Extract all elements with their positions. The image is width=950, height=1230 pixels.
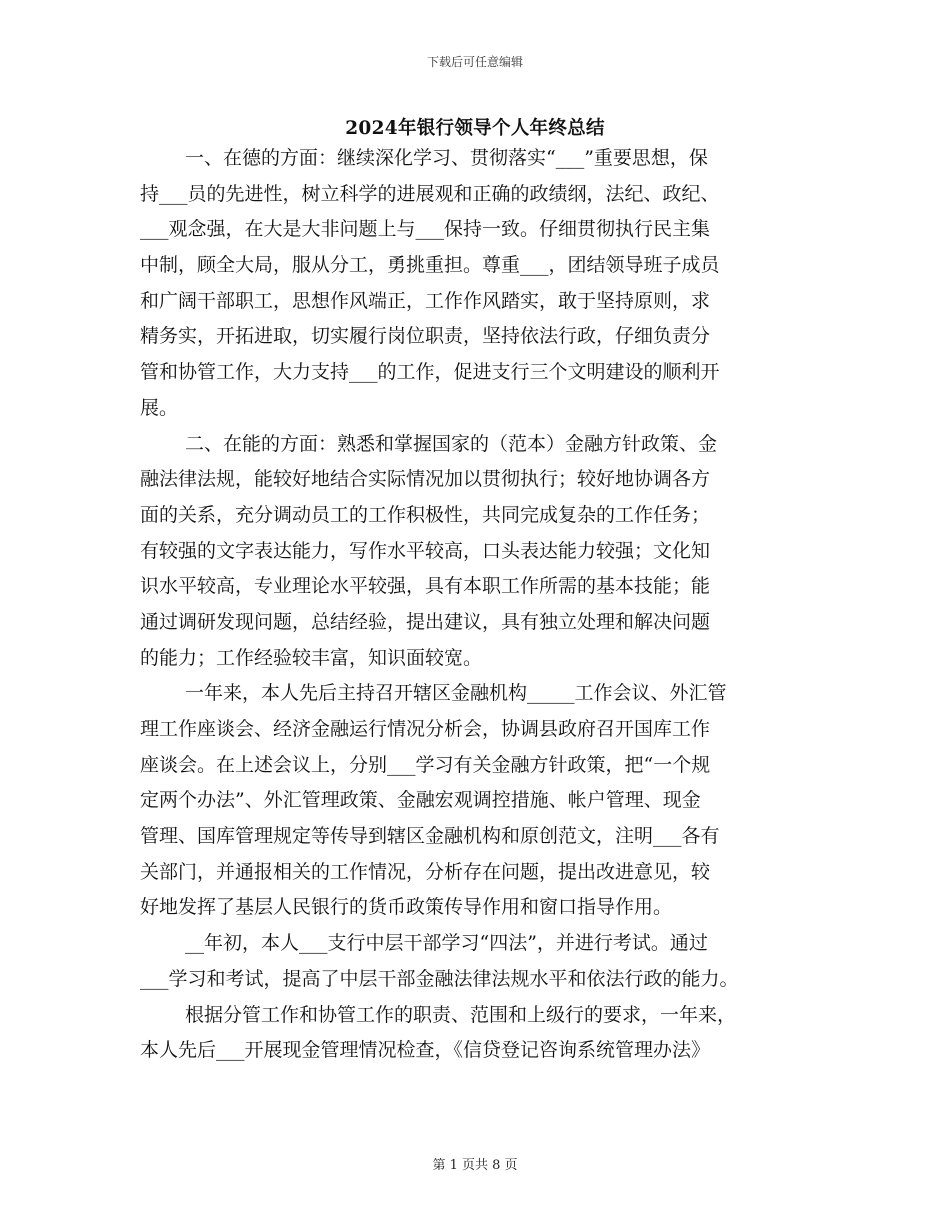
text-line: ___学习和考试，提高了中层干部金融法律法规水平和依法行政的能力。	[140, 967, 739, 990]
text-line: 融法律法规，能较好地结合实际情况加以贯彻执行；较好地协调各方	[140, 468, 711, 491]
document-title: 2024年银行领导个人年终总结	[345, 118, 605, 139]
text-line: 定两个办法”、外汇管理政策、金融宏观调控措施、帐户管理、现金	[140, 789, 701, 812]
text-line: 面的关系，充分调动员工的工作积极性，共同完成复杂的工作任务；	[140, 503, 711, 526]
text-line: 二、在能的方面：熟悉和掌握国家的（范本）金融方针政策、金	[185, 432, 718, 455]
text-line: 有较强的文字表达能力，写作水平较高，口头表达能力较强；文化知	[140, 539, 711, 562]
text-line: 的能力；工作经验较丰富，知识面较宽。	[140, 646, 483, 669]
text-line: 根据分管工作和协管工作的职责、范围和上级行的要求，一年来，	[185, 1003, 737, 1026]
text-line: 识水平较高，专业理论水平较强，具有本职工作所需的基本技能；能	[140, 575, 711, 598]
text-line: 一、在德的方面：继续深化学习、贯彻落实“___”重要思想，保	[185, 147, 708, 169]
text-line: 好地发挥了基层人民银行的货币政策传导作用和窗口指导作用。	[140, 896, 673, 919]
page-number: 第 1 页共 8 页	[432, 1158, 518, 1173]
text-line: 通过调研发现问题，总结经验，提出建议，具有独立处理和解决问题	[140, 610, 711, 633]
text-line: 座谈会。在上述会议上，分别___学习有关金融方针政策，把“一个规	[140, 753, 711, 776]
text-line: 管理、国库管理规定等传导到辖区金融机构和原创范文，注明___各有	[140, 825, 720, 848]
text-line: 理工作座谈会、经济金融运行情况分析会，协调县政府召开国库工作	[140, 718, 711, 740]
text-line: 精务实，开拓进取，切实履行岗位职责，坚持依法行政，仔细负责分	[140, 325, 711, 348]
text-line: 一年来，本人先后主持召开辖区金融机构_____工作会议、外汇管	[185, 682, 727, 705]
text-line: 中制，顾全大局，服从分工，勇挑重担。尊重___，团结领导班子成员	[140, 254, 720, 277]
text-line: __年初，本人___支行中层干部学习“四法”，并进行考试。通过	[185, 932, 708, 955]
document-body	[140, 141, 810, 1069]
text-line: 和广阔干部职工，思想作风端正，工作作风踏实，敢于坚持原则，求	[140, 289, 711, 312]
text-line: 持___员的先进性，树立科学的进展观和正确的政绩纲，法纪、政纪、	[140, 182, 720, 205]
text-line: 管和协管工作，大力支持___的工作，促进支行三个文明建设的顺利开	[140, 361, 720, 384]
page-header-note: 下载后可任意编辑	[426, 55, 523, 69]
text-line: ___观念强，在大是大非问题上与___保持一致。仔细贯彻执行民主集	[140, 218, 711, 241]
text-line: 展。	[140, 396, 179, 419]
text-line: 本人先后___开展现金管理情况检查，《信贷登记咨询系统管理办法》	[140, 1039, 711, 1062]
text-line: 关部门，并通报相关的工作情况，分析存在问题，提出改进意见，较	[140, 860, 711, 883]
